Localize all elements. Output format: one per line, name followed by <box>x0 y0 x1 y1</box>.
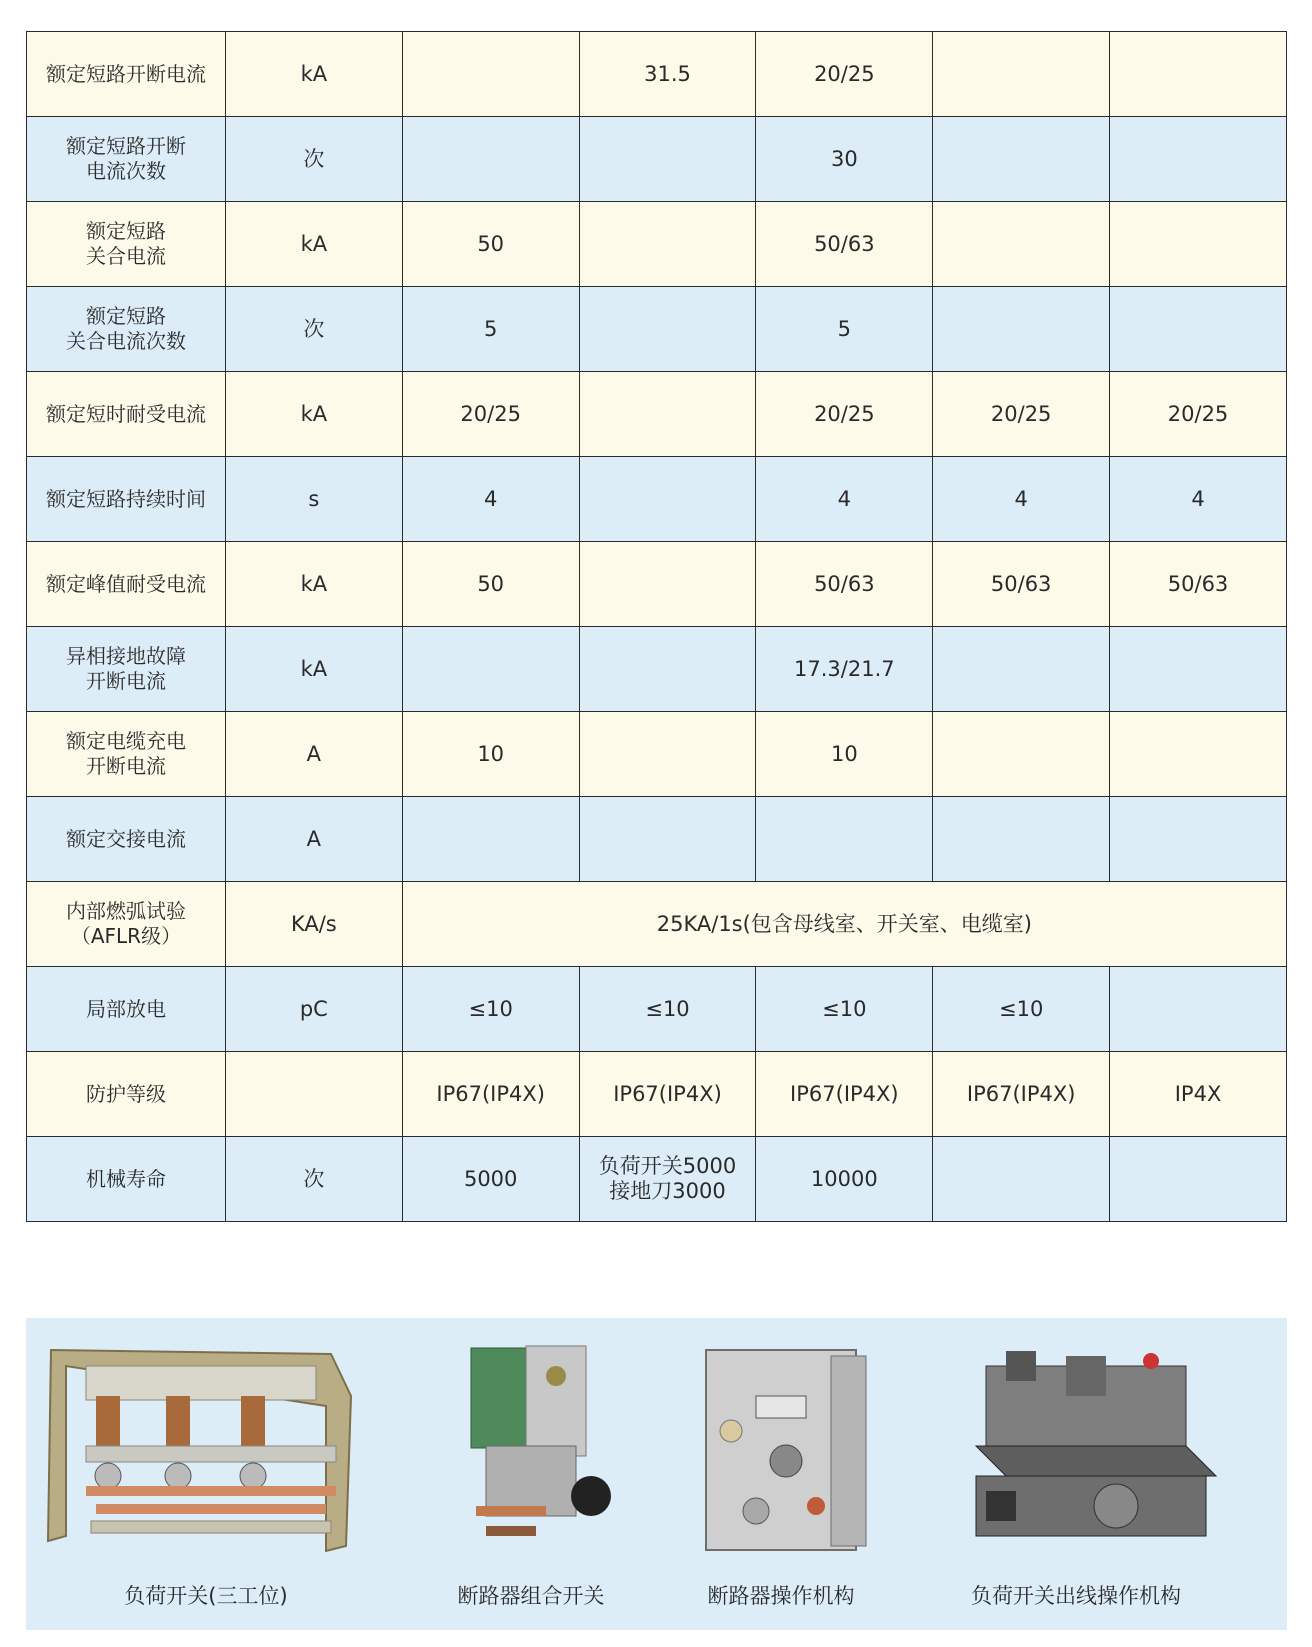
parameter-value <box>1110 627 1287 712</box>
parameter-value: ≤10 <box>933 967 1110 1052</box>
parameter-value: 20/25 <box>402 372 579 457</box>
parameter-value: 10000 <box>756 1137 933 1222</box>
parameter-value: 50/63 <box>756 202 933 287</box>
parameter-value: 10 <box>402 712 579 797</box>
parameter-value <box>579 287 756 372</box>
parameter-value <box>579 797 756 882</box>
parameter-name: 异相接地故障 开断电流 <box>27 627 226 712</box>
parameter-value <box>579 117 756 202</box>
parameter-value <box>402 32 579 117</box>
parameter-value <box>933 797 1110 882</box>
parameter-value <box>579 457 756 542</box>
parameter-value <box>579 372 756 457</box>
product-breaker-combo <box>416 1318 646 1630</box>
table-row <box>27 542 1287 627</box>
parameter-unit: kA <box>225 32 402 117</box>
parameter-value <box>579 542 756 627</box>
parameter-value: 5 <box>756 287 933 372</box>
product-caption: 断路器操作机构 <box>707 1584 855 1608</box>
parameter-value: IP67(IP4X) <box>933 1052 1110 1137</box>
parameter-value: 50/63 <box>756 542 933 627</box>
parameter-value <box>1110 967 1287 1052</box>
parameter-name: 额定短路 关合电流 <box>27 202 226 287</box>
parameter-unit: 次 <box>225 117 402 202</box>
parameter-value: ≤10 <box>402 967 579 1052</box>
parameter-unit: kA <box>225 542 402 627</box>
parameter-value <box>579 202 756 287</box>
parameter-value-span: 25KA/1s(包含母线室、开关室、电缆室) <box>402 882 1286 967</box>
parameter-value: 50 <box>402 202 579 287</box>
parameter-name: 额定短路开断 电流次数 <box>27 117 226 202</box>
parameter-value: 20/25 <box>756 32 933 117</box>
parameter-unit: A <box>225 797 402 882</box>
parameter-value <box>933 712 1110 797</box>
parameter-name: 额定交接电流 <box>27 797 226 882</box>
spec-table <box>26 31 1287 1222</box>
parameter-value: ≤10 <box>579 967 756 1052</box>
parameter-value <box>1110 32 1287 117</box>
parameter-name: 内部燃弧试验 （AFLR级） <box>27 882 226 967</box>
table-row <box>27 797 1287 882</box>
parameter-name: 机械寿命 <box>27 1137 226 1222</box>
parameter-value: 10 <box>756 712 933 797</box>
table-row <box>27 32 1287 117</box>
breaker-mechanism-photo-icon <box>666 1336 896 1576</box>
parameter-value: IP67(IP4X) <box>579 1052 756 1137</box>
parameter-value <box>1110 287 1287 372</box>
parameter-value <box>579 712 756 797</box>
parameter-unit <box>225 1052 402 1137</box>
parameter-value: 17.3/21.7 <box>756 627 933 712</box>
parameter-value <box>402 797 579 882</box>
parameter-value: ≤10 <box>756 967 933 1052</box>
parameter-unit: KA/s <box>225 882 402 967</box>
parameter-unit: kA <box>225 202 402 287</box>
parameter-name: 额定短时耐受电流 <box>27 372 226 457</box>
parameter-value <box>933 1137 1110 1222</box>
product-caption: 负荷开关(三工位) <box>124 1584 288 1608</box>
parameter-value: 5000 <box>402 1137 579 1222</box>
table-row <box>27 117 1287 202</box>
parameter-value <box>933 117 1110 202</box>
parameter-value <box>1110 797 1287 882</box>
parameter-unit: A <box>225 712 402 797</box>
parameter-value: 负荷开关5000 接地刀3000 <box>579 1137 756 1222</box>
parameter-value: 50 <box>402 542 579 627</box>
parameter-unit: 次 <box>225 1137 402 1222</box>
table-row <box>27 712 1287 797</box>
parameter-value: 5 <box>402 287 579 372</box>
product-caption: 负荷开关出线操作机构 <box>971 1584 1181 1608</box>
load-switch-mechanism-photo-icon <box>926 1336 1226 1576</box>
table-row <box>27 372 1287 457</box>
parameter-value <box>1110 202 1287 287</box>
table-row <box>27 627 1287 712</box>
parameter-value: 4 <box>933 457 1110 542</box>
parameter-name: 额定电缆充电 开断电流 <box>27 712 226 797</box>
parameter-value <box>933 202 1110 287</box>
parameter-value <box>933 627 1110 712</box>
parameter-value <box>402 627 579 712</box>
parameter-unit: pC <box>225 967 402 1052</box>
parameter-value: 20/25 <box>933 372 1110 457</box>
parameter-value: IP67(IP4X) <box>756 1052 933 1137</box>
parameter-name: 局部放电 <box>27 967 226 1052</box>
breaker-combo-photo-icon <box>416 1336 646 1576</box>
parameter-value: 20/25 <box>1110 372 1287 457</box>
parameter-name: 额定峰值耐受电流 <box>27 542 226 627</box>
product-load-switch-mechanism <box>926 1318 1226 1630</box>
table-row <box>27 967 1287 1052</box>
parameter-value: 50/63 <box>933 542 1110 627</box>
parameter-value: 30 <box>756 117 933 202</box>
parameter-value <box>1110 712 1287 797</box>
parameter-value: IP4X <box>1110 1052 1287 1137</box>
table-row <box>27 202 1287 287</box>
parameter-name: 额定短路 关合电流次数 <box>27 287 226 372</box>
parameter-unit: 次 <box>225 287 402 372</box>
product-breaker-mechanism <box>666 1318 896 1630</box>
parameter-value <box>756 797 933 882</box>
parameter-value: 4 <box>402 457 579 542</box>
table-row <box>27 1052 1287 1137</box>
parameter-unit: s <box>225 457 402 542</box>
parameter-value <box>933 32 1110 117</box>
parameter-value: 4 <box>1110 457 1287 542</box>
parameter-value <box>1110 117 1287 202</box>
parameter-name: 额定短路开断电流 <box>27 32 226 117</box>
product-gallery <box>26 1318 1287 1630</box>
table-row <box>27 287 1287 372</box>
parameter-value <box>1110 1137 1287 1222</box>
parameter-value: 4 <box>756 457 933 542</box>
load-switch-photo-icon <box>26 1336 386 1576</box>
parameter-name: 防护等级 <box>27 1052 226 1137</box>
parameter-value <box>933 287 1110 372</box>
parameter-name: 额定短路持续时间 <box>27 457 226 542</box>
table-row <box>27 1137 1287 1222</box>
table-row <box>27 457 1287 542</box>
parameter-value <box>579 627 756 712</box>
parameter-unit: kA <box>225 627 402 712</box>
table-row <box>27 882 1287 967</box>
parameter-value: 50/63 <box>1110 542 1287 627</box>
parameter-value: 31.5 <box>579 32 756 117</box>
parameter-unit: kA <box>225 372 402 457</box>
product-load-switch <box>26 1318 386 1630</box>
product-caption: 断路器组合开关 <box>457 1584 605 1608</box>
parameter-value: IP67(IP4X) <box>402 1052 579 1137</box>
parameter-value <box>402 117 579 202</box>
parameter-value: 20/25 <box>756 372 933 457</box>
